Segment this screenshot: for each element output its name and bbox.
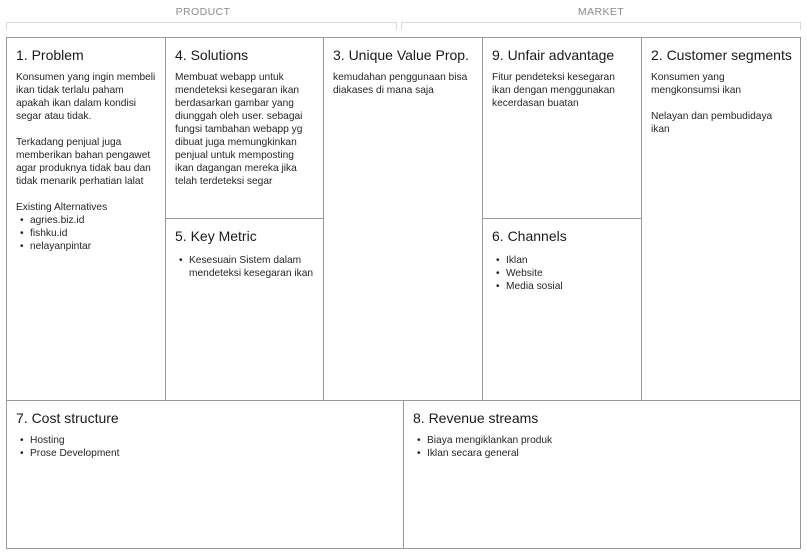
revenue-streams-title: 8. Revenue streams (413, 410, 539, 426)
cost-structure-title: 7. Cost structure (16, 410, 119, 426)
list-item: • Website (492, 267, 632, 280)
list-item: • agries.biz.id (16, 214, 156, 227)
key-metric-list (175, 254, 314, 280)
list-item: • fishku.id (16, 227, 156, 240)
channels-list (492, 254, 632, 293)
uvp-text: kemudahan penggunaan bisa diakases di mana saja (333, 72, 468, 96)
key-metric-block[interactable] (166, 219, 324, 401)
list-item: • Prose Development (16, 447, 394, 460)
revenue-streams-block[interactable] (404, 401, 800, 548)
revenue-streams-list (413, 434, 791, 460)
list-item: • Kesesuain Sistem dalam mendeteksi kesegaran ikan (175, 254, 314, 280)
lean-canvas (6, 37, 801, 549)
list-item: • Media sosial (492, 280, 632, 293)
unique-value-prop-block[interactable] (324, 38, 483, 401)
solutions-block[interactable] (166, 38, 324, 219)
market-bracket (401, 22, 801, 30)
alternatives-list (16, 214, 156, 253)
solutions-text: Membuat webapp untuk mendeteksi kesegaran ikan berdasarkan gambar yang diunggah oleh user. sebagai fungsi tambahan webapp yg dibuat juga memungkinkan penjual untuk memposting ikan dagangan mereka jika telah terdeteksi segar (175, 72, 303, 187)
channels-title: 6. Channels (492, 228, 567, 244)
list-item: • Iklan secara general (413, 447, 791, 460)
problem-title: 1. Problem (16, 47, 84, 63)
uvp-title: 3. Unique Value Prop. (333, 47, 469, 63)
unfair-advantage-title: 9. Unfair advantage (492, 47, 615, 63)
channels-block[interactable] (483, 219, 642, 401)
section-label-market: MARKET (577, 6, 625, 18)
problem-paragraph: Konsumen yang ingin membeli ikan tidak terlalu paham apakah ikan dalam kondisi segar atau tidak. (16, 72, 156, 122)
customer-segments-block[interactable] (642, 38, 800, 401)
solutions-title: 4. Solutions (175, 47, 249, 63)
list-item: • Iklan (492, 254, 632, 267)
section-label-product: PRODUCT (175, 6, 231, 18)
cost-structure-list (16, 434, 394, 460)
cost-structure-block[interactable] (7, 401, 404, 548)
unfair-advantage-text: Fitur pendeteksi kesegaran ikan dengan menggunakan kecerdasan buatan (492, 72, 615, 109)
problem-paragraph: Terkadang penjual juga memberikan bahan pengawet agar produknya tidak bau dan tidak menarik perhatian lalat (16, 137, 151, 187)
customer-segment-paragraph: Konsumen yang mengkonsumsi ikan (651, 72, 742, 96)
customer-segments-title: 2. Customer segments (651, 47, 792, 63)
unfair-advantage-block[interactable] (483, 38, 642, 219)
list-item: • Hosting (16, 434, 394, 447)
key-metric-title: 5. Key Metric (175, 228, 257, 244)
list-item: • nelayanpintar (16, 240, 156, 253)
customer-segment-paragraph: Nelayan dan pembudidaya ikan (651, 111, 773, 135)
product-bracket (6, 22, 397, 30)
problem-block[interactable] (7, 38, 166, 401)
existing-alternatives-label: Existing Alternatives (16, 202, 108, 213)
list-item: • Biaya mengiklankan produk (413, 434, 791, 447)
